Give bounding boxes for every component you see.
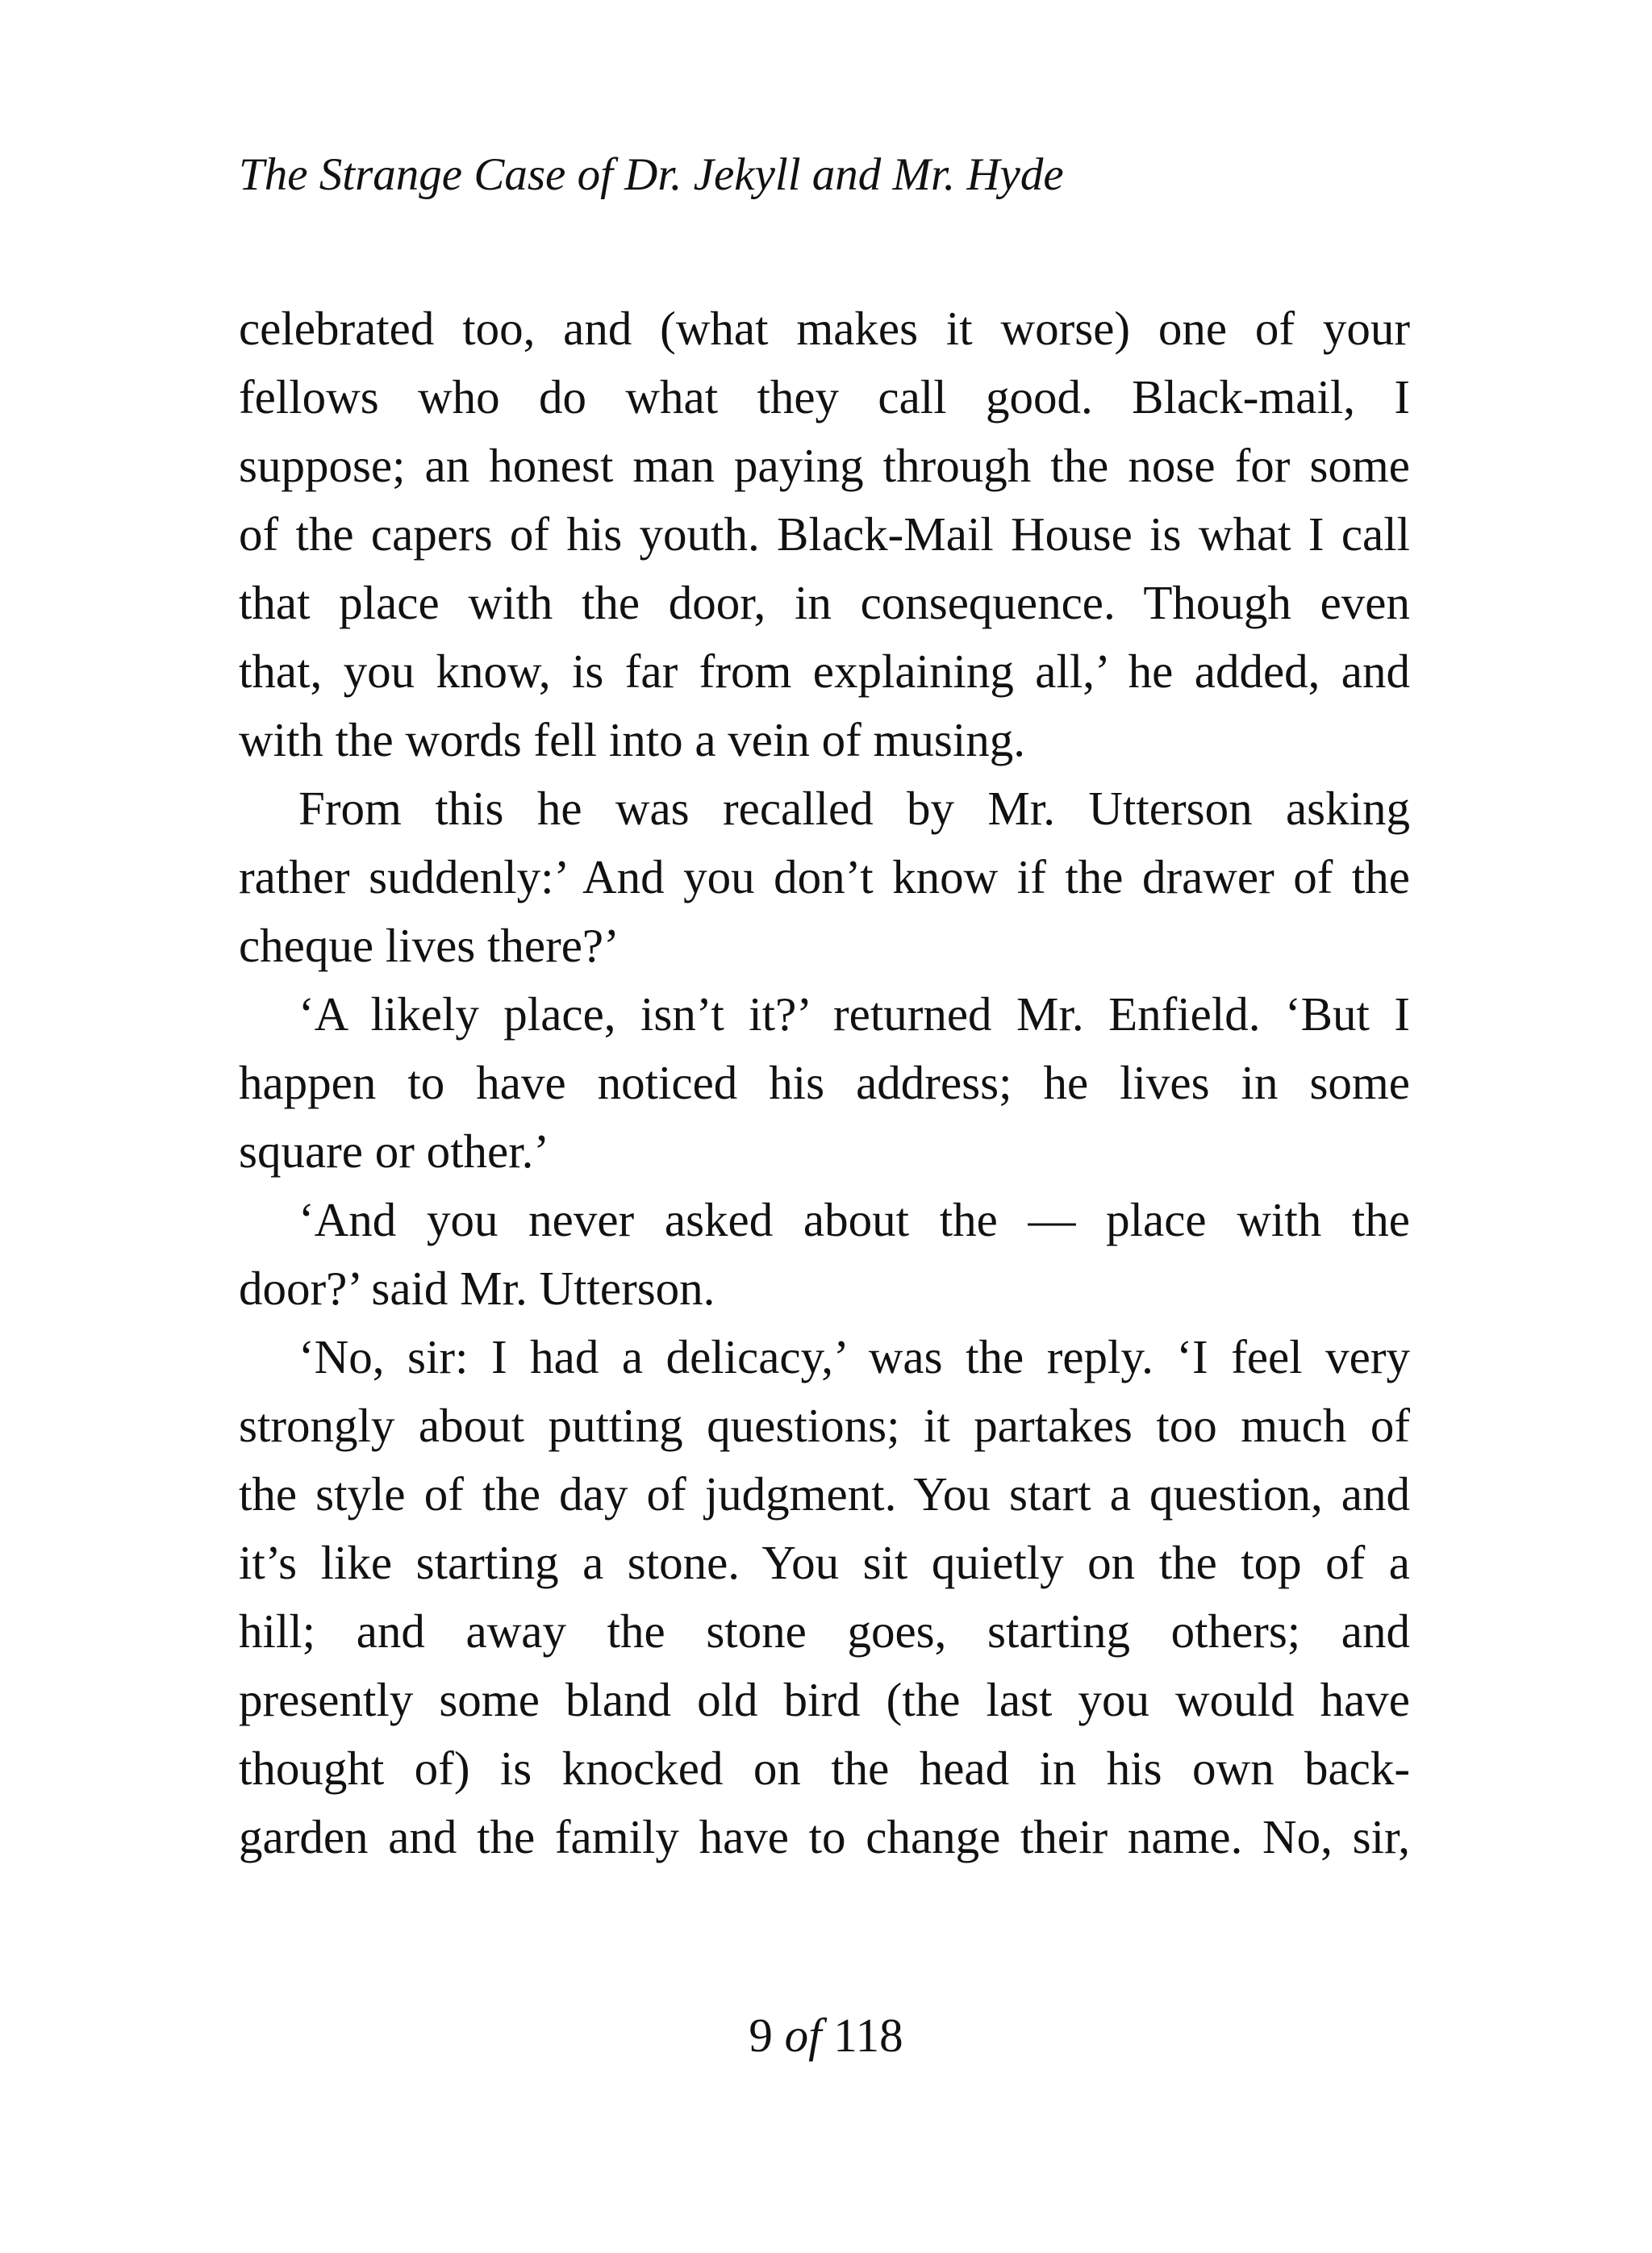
text-line: ‘A likely place, isn’t it?’ returned Mr. Enfield. ‘But I <box>298 987 1410 1041</box>
text-line: the style of the day of judgment. You start a question, and <box>239 1467 1410 1521</box>
text-line: square or other.’ <box>239 1124 549 1178</box>
text-line: garden and the family have to change their name. No, sir, <box>239 1810 1410 1863</box>
text-line: rather suddenly:’ And you don’t know if the drawer of the <box>239 850 1410 903</box>
total-pages: 118 <box>833 2009 903 2062</box>
page-number-footer <box>0 2007 1652 2063</box>
body-text <box>239 294 1410 1871</box>
text-line: cheque lives there?’ <box>239 919 620 972</box>
text-line: celebrated too, and (what makes it worse) one of your <box>239 302 1410 355</box>
text-line: it’s like starting a stone. You sit quietly on the top of a <box>239 1536 1410 1589</box>
text-line: presently some bland old bird (the last you would have <box>239 1673 1410 1726</box>
text-line: suppose; an honest man paying through the nose for some <box>239 439 1410 492</box>
text-line: ‘No, sir: I had a delicacy,’ was the reply. ‘I feel very <box>298 1330 1410 1383</box>
page-of-label: of <box>784 2009 822 2062</box>
text-line: ‘And you never asked about the — place with the <box>298 1193 1410 1246</box>
text-line: hill; and away the stone goes, starting others; and <box>239 1604 1410 1658</box>
text-line: with the words fell into a vein of musing. <box>239 713 1025 766</box>
text-line: of the capers of his youth. Black-Mail House is what I call <box>239 507 1410 561</box>
text-line: that, you know, is far from explaining all,’ he added, and <box>239 645 1410 698</box>
text-line: thought of) is knocked on the head in his own back- <box>239 1742 1410 1795</box>
text-line: that place with the door, in consequence. Though even <box>239 576 1410 629</box>
current-page-number: 9 <box>749 2009 773 2062</box>
text-line: door?’ said Mr. Utterson. <box>239 1262 715 1315</box>
running-header-title: The Strange Case of Dr. Jekyll and Mr. Hyde <box>239 149 1064 200</box>
text-line: fellows who do what they call good. Black-mail, I <box>239 370 1410 423</box>
text-line: strongly about putting questions; it partakes too much of <box>239 1399 1410 1452</box>
text-line: happen to have noticed his address; he lives in some <box>239 1056 1410 1109</box>
text-line: From this he was recalled by Mr. Utterson asking <box>298 782 1410 835</box>
